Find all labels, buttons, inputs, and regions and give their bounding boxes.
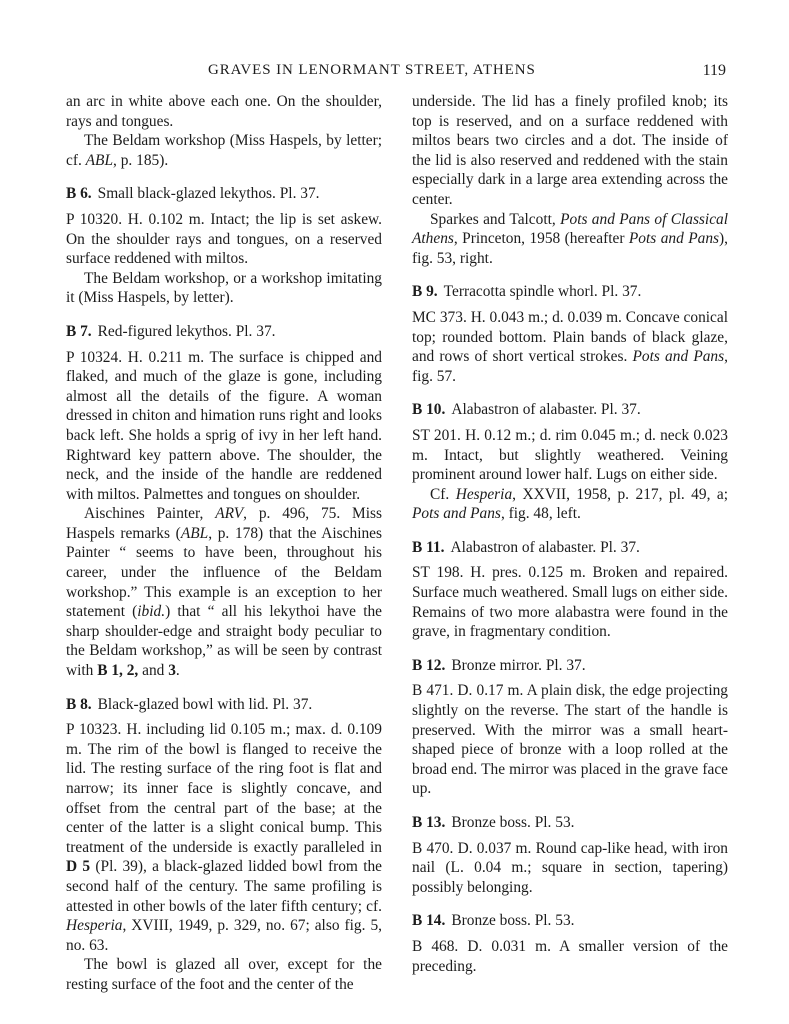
catalog-entry-heading	[66, 322, 382, 342]
catalog-entry-heading	[412, 282, 728, 302]
running-title: GRAVES IN LENORMANT STREET, ATHENS	[208, 62, 536, 78]
catalog-entry-heading	[66, 695, 382, 715]
paragraph: ST 201. H. 0.12 m.; d. rim 0.045 m.; d. neck 0.023 m. Intact, but slightly weathered. Veining prominent around lower half. Lugs on either side.	[412, 426, 728, 484]
page-header	[66, 58, 726, 88]
right-column	[412, 92, 728, 976]
paragraph: The Beldam workshop (Miss Haspels, by letter; cf. ABL, p. 185).	[66, 132, 382, 169]
catalog-entry-heading	[412, 538, 728, 558]
entry-title: Bronze boss. Pl. 53.	[451, 912, 575, 930]
paragraph: The bowl is glazed all over, except for the resting surface of the foot and the center of the	[66, 956, 382, 993]
paragraph: P 10323. H. including lid 0.105 m.; max. d. 0.109 m. The rim of the bowl is flanged to receive the lid. The resting surface of the ring foot is flat and narrow; its inner face is slightly concave, and offset from the central part of the base; at the center of the latter is a slight conical bump. This treatment of the underside is exactly paralleled in D 5 (Pl. 39), a black-glazed lidded bowl from the second half of the century. The same profiling is attested in other bowls of the later fifth century; cf. Hesperia, XVIII, 1949, p. 329, no. 67; also fig. 5, no. 63.	[66, 721, 382, 954]
catalog-entry-heading	[412, 813, 728, 833]
left-column	[66, 92, 382, 995]
entry-title: Alabastron of alabaster. Pl. 37.	[451, 401, 641, 419]
paragraph: Sparkes and Talcott, Pots and Pans of Classical Athens, Princeton, 1958 (hereafter Pots and Pans), fig. 53, right.	[412, 210, 728, 267]
paragraph: P 10320. H. 0.102 m. Intact; the lip is set askew. On the shoulder rays and tongues, on a reserved surface reddened with miltos.	[66, 210, 382, 268]
paragraph: P 10324. H. 0.211 m. The surface is chipped and flaked, and much of the glaze is gone, including almost all the details of the figure. A woman dressed in chiton and himation runs right and looks back left. She holds a sprig of ivy in her left hand. Rightward key pattern above. The shoulder, the neck, and the inside of the handle are reddened with miltos. Palmettes and tongues on shoulder.	[66, 348, 382, 503]
paragraph: underside. The lid has a finely profiled knob; its top is reserved, and on a surface reddened with miltos bears two circles and a dot. The inside of the lid is also reserved and reddened with the stain especially dark in a large area extending across the center.	[412, 93, 728, 208]
catalog-entry-heading	[412, 400, 728, 420]
entry-title: Alabastron of alabaster. Pl. 37.	[450, 538, 640, 556]
entry-code: B 11.	[412, 538, 445, 556]
paragraph: ST 198. H. pres. 0.125 m. Broken and repaired. Surface much weathered. Small lugs on either side. Remains of two more alabastra were found in the grave, in fragmentary condition.	[412, 564, 728, 641]
catalog-entry-heading	[412, 656, 728, 676]
entry-title: Black-glazed bowl with lid. Pl. 37.	[97, 695, 313, 713]
paragraph: B 471. D. 0.17 m. A plain disk, the edge projecting slightly on the reverse. The start of the handle is preserved. With the mirror was a small heart-shaped piece of bronze with a loop rolled at the broad end. The mirror was placed in the grave face up.	[412, 682, 728, 798]
entry-code: B 14.	[412, 912, 446, 930]
paragraph: Cf. Hesperia, XXVII, 1958, p. 217, pl. 49, a; Pots and Pans, fig. 48, left.	[412, 485, 728, 523]
entry-code: B 6.	[66, 185, 92, 203]
paragraph: an arc in white above each one. On the shoulder, rays and tongues.	[66, 93, 382, 130]
entry-code: B 7.	[66, 322, 92, 340]
entry-code: B 8.	[66, 695, 92, 713]
catalog-entry-heading	[412, 911, 728, 931]
paragraph: B 470. D. 0.037 m. Round cap-like head, with iron nail (L. 0.04 m.; square in section, tapering) possibly belonging.	[412, 839, 728, 896]
entry-code: B 10.	[412, 401, 446, 419]
entry-title: Red-figured lekythos. Pl. 37.	[97, 322, 276, 340]
paragraph: Aischines Painter, ARV, p. 496, 75. Miss Haspels remarks (ABL, p. 178) that the Aischines Painter “ seems to have been, throughout his career, under the influence of the Beldam workshop.” This example is an exception to her statement (ibid.) that “ all his lekythoi have the sharp shoulder-edge and straight body peculiar to the Beldam workshop,” as will be seen by contrast with B 1, 2, and 3.	[66, 505, 382, 680]
entry-title: Bronze mirror. Pl. 37.	[451, 656, 586, 674]
entry-title: Small black-glazed lekythos. Pl. 37.	[97, 185, 320, 203]
paragraph: B 468. D. 0.031 m. A smaller version of the preceding.	[412, 937, 728, 975]
catalog-entry-heading	[66, 184, 382, 204]
paragraph: The Beldam workshop, or a workshop imitating it (Miss Haspels, by letter).	[66, 269, 382, 307]
entry-code: B 13.	[412, 814, 446, 831]
paragraph: MC 373. H. 0.043 m.; d. 0.039 m. Concave conical top; rounded bottom. Plain bands of black glaze, and rows of short vertical strokes. Pots and Pans, fig. 57.	[412, 308, 728, 385]
page-number: 119	[702, 62, 726, 79]
entry-code: B 12.	[412, 656, 446, 674]
entry-title: Terracotta spindle whorl. Pl. 37.	[443, 283, 642, 301]
entry-code: B 9.	[412, 283, 438, 301]
entry-title: Bronze boss. Pl. 53.	[451, 814, 575, 831]
